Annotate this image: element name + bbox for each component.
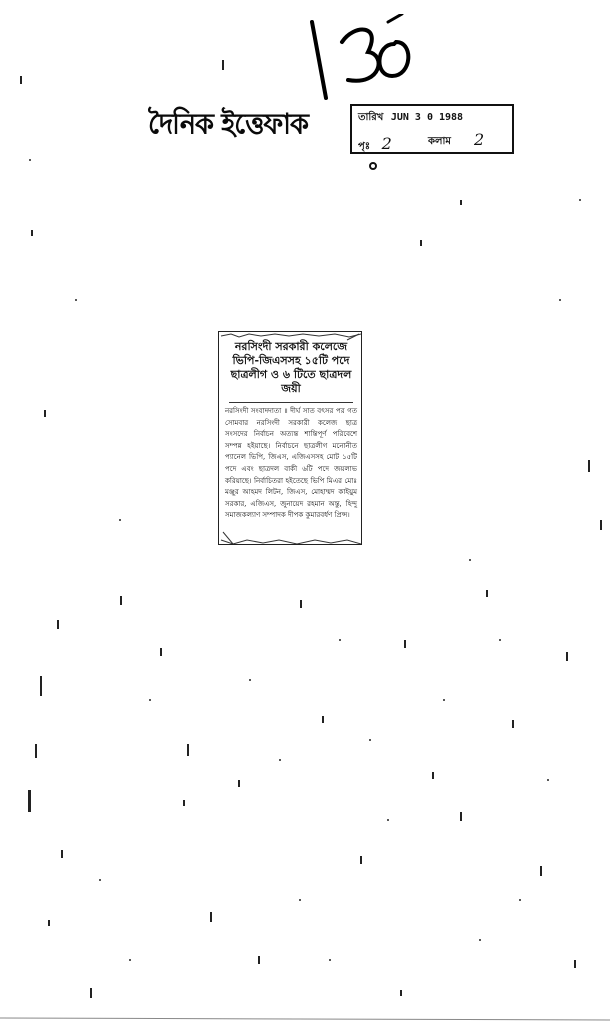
stamp-date-label: তারিখ xyxy=(358,112,384,123)
stamp-page-column-row xyxy=(358,130,508,156)
stamp-column-label: কলাম xyxy=(428,136,451,147)
handwritten-page-number xyxy=(302,14,422,104)
clipping-divider xyxy=(229,402,353,403)
newspaper-clipping xyxy=(218,331,362,545)
circle-mark-icon xyxy=(369,162,377,170)
stamp-date-value: JUN 3 0 1988 xyxy=(390,112,464,123)
newspaper-masthead: দৈনিক ইত্তেফাক xyxy=(148,108,308,141)
stamp-date-row xyxy=(358,110,463,127)
clipping-headline: নরসিংদী সরকারী কলেজে ভিপি-জিএসসহ ১৫টি পদে ছাত্রলীগ ও ৬ টিতে ছাত্রদল জয়ী xyxy=(230,340,352,395)
stamp-column-value: 2 xyxy=(474,130,485,149)
stamp-page-label: পৃঃ xyxy=(358,141,371,152)
clipping-body-text: নরসিংদী সংবাদদাতা ॥ দীর্ঘ সাত বৎসর পর গত সোমবার নরসিংদী সরকারী কলেজ ছাত্র সংসদের নির্বাচন অত্যন্ত শান্তিপূর্ণ পরিবেশে সম্পন্ন হইয়াছে। নির্বাচনে ছাত্রলীগ মনোনীত প্যানেল ভিপি, জিএস, এজিএসসহ মোট ১৫টি পদে এবং ছাত্রদল বাকী ৬টি পদে জয়লাভ করিয়াছে। নির্বাচিতরা হইতেছে ভিপি মিএর মোঃ মঞ্জুর আহমদ লিটন, জিএস, মোহাম্মদ কাইয়ুম সরকার, এজিএস, জুনায়েদ রহমান অন্তু, হিন্দু সমাজকল্যাণ সম্পাদক দীপক কুমারবর্ধণ প্রিন্স। xyxy=(225,407,357,520)
stamp-page-value: 2 xyxy=(381,134,392,153)
handwritten-number-strokes xyxy=(302,14,422,104)
archive-date-stamp xyxy=(350,104,514,154)
